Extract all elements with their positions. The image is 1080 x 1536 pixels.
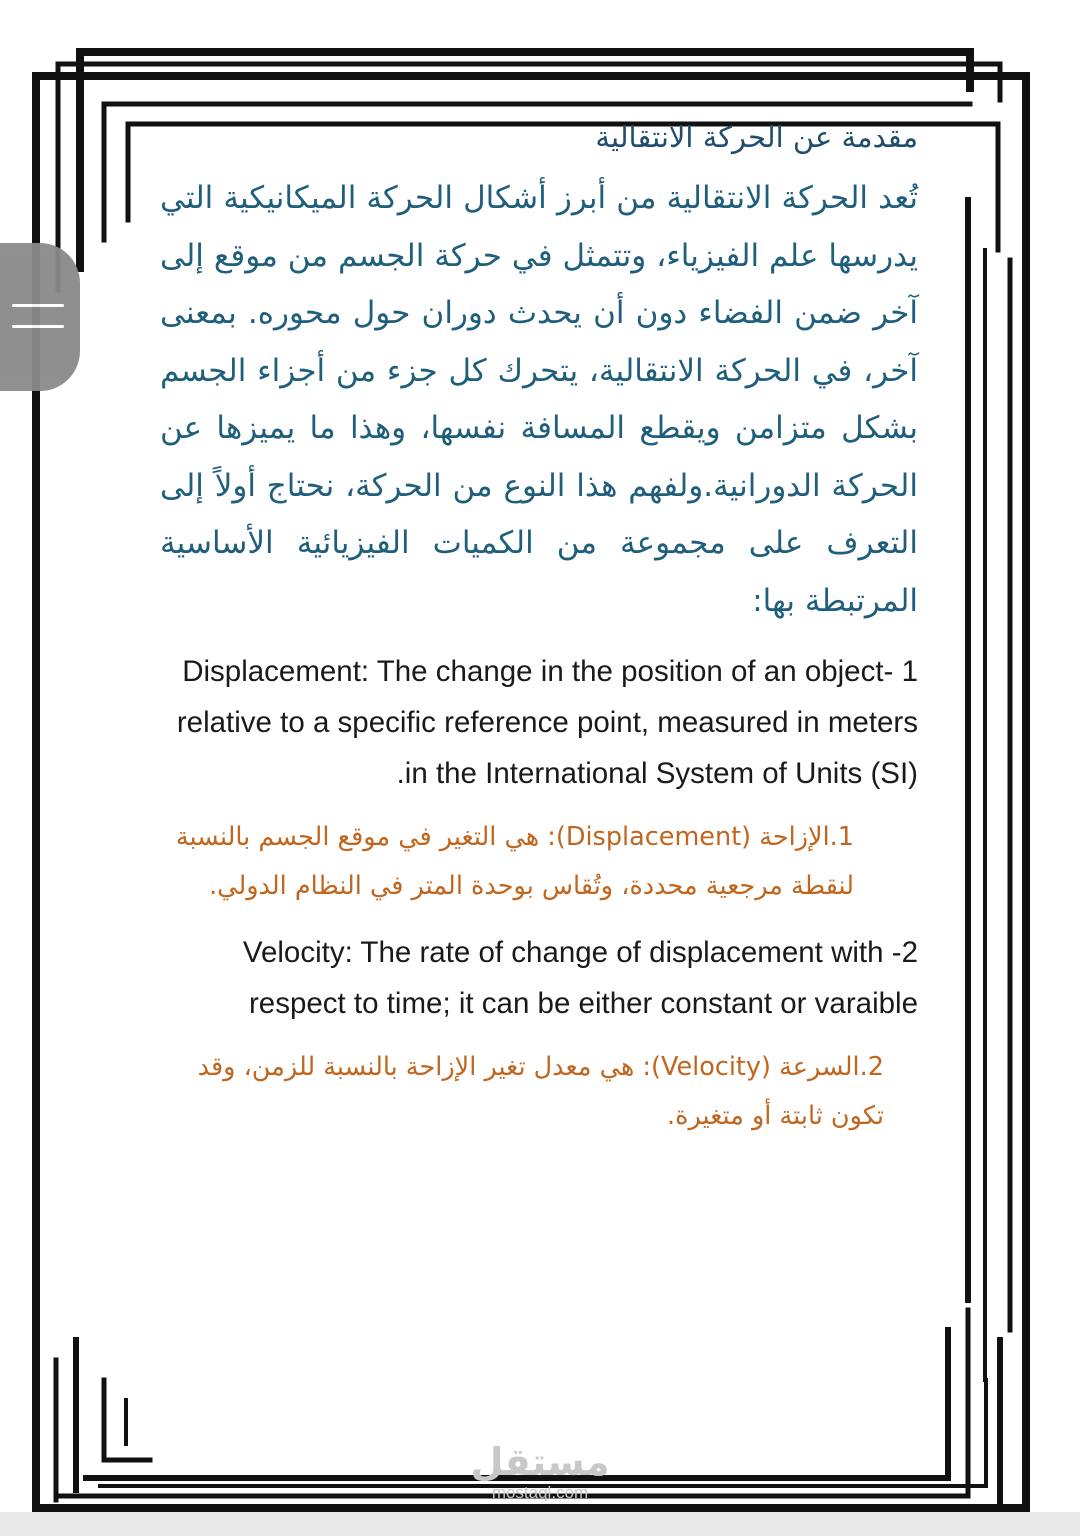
hamburger-icon bbox=[12, 304, 64, 307]
menu-button[interactable] bbox=[0, 243, 80, 391]
document-content bbox=[160, 112, 918, 1141]
velocity-english: 2- Velocity: The rate of change of displacement with respect to time; it can be either constant or varaible bbox=[242, 936, 918, 1020]
watermark-logo: مستقل bbox=[470, 1440, 610, 1484]
displacement-english: 1 -Displacement: The change in the position of an object relative to a specific reference point, measured in meters in the International System of Units (SI). bbox=[176, 655, 918, 790]
watermark-url: mostaql.com bbox=[491, 1483, 589, 1502]
page-heading: مقدمة عن الحركة الانتقالية bbox=[595, 120, 918, 154]
displacement-arabic: 1.الإزاحة (Displacement): هي التغير في موقع الجسم بالنسبة لنقطة مرجعية محددة، وتُقاس بوحدة المتر في النظام الدولي. bbox=[175, 822, 854, 901]
velocity-arabic: 2.السرعة (Velocity): هي معدل تغير الإزاحة بالنسبة للزمن، وقد تكون ثابتة أو متغيرة. bbox=[197, 1052, 884, 1131]
hamburger-icon-bar bbox=[12, 325, 64, 328]
watermark bbox=[470, 1440, 610, 1502]
bottom-strip bbox=[0, 1512, 1080, 1536]
intro-paragraph: تُعد الحركة الانتقالية من أبرز أشكال الحركة الميكانيكية التي يدرسها علم الفيزياء، وتتمثل في حركة الجسم من موقع إلى آخر ضمن الفضاء دون أن يحدث دوران حول محوره. بمعنى آخر، في الحركة الانتقالية، يتحرك كل جزء من أجزاء الجسم بشكل متزامن ويقطع المسافة نفسها، وهذا ما يميزها عن الحركة الدورانية.ولفهم هذا النوع من الحركة، نحتاج أولاً إلى التعرف على مجموعة من الكميات الفيزيائية الأساسية المرتبطة بها: bbox=[160, 180, 918, 619]
